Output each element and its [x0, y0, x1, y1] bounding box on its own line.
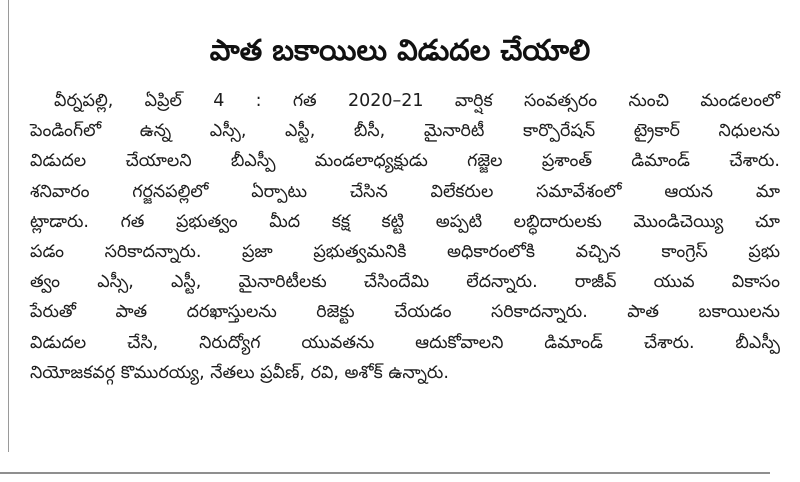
article-line: ట్లాడారు. గత ప్రభుత్వం మీద కక్ష కట్టి అప్పటి లబ్ధిదారులకు మొండిచెయ్యి చూ	[30, 211, 780, 232]
article-line: విడుదల చేయాలని బీఎస్పీ మండలాధ్యక్షుడు గజ్జెల ప్రశాంత్ డిమాండ్ చేశారు.	[30, 151, 780, 172]
column-rule-bottom	[0, 472, 770, 474]
article-headline: పాత బకాయిలు విడుదల చేయాలి	[209, 33, 591, 67]
article-line: విడుదల చేసి, నిరుద్యోగ యువతను ఆదుకోవాలని డిమాండ్ చేశారు. బీఎస్పీ	[30, 332, 780, 353]
article-line: శనివారం గర్జనపల్లిలో ఏర్పాటు చేసిన విలేకరుల సమావేశంలో ఆయన మా	[30, 181, 780, 202]
article-line: త్వం ఎస్సీ, ఎస్టీ, మైనారిటీలకు చేసిందేమి లేదన్నారు. రాజీవ్ యువ వికాసం	[30, 272, 780, 293]
article-line: పేరుతో పాత దరఖాస్తులను రిజెక్టు చేయడం సరికాదన్నారు. పాత బకాయిలను	[30, 302, 780, 323]
article-line: పడం సరికాదన్నారు. ప్రజా ప్రభుత్వమనికి అధికారంలోకి వచ్చిన కాంగ్రెస్ ప్రభు	[30, 241, 780, 262]
article-body	[30, 86, 780, 388]
article-line: పెండింగ్‌లో ఉన్న ఎస్సీ, ఎస్టీ, బీసీ, మైనారిటీ కార్పొరేషన్ ట్రైకార్ నిధులను	[30, 121, 780, 142]
article-line: వీర్నపల్లి, ఏప్రిల్ 4 : గత 2020–21 వార్షిక సంవత్సరం నుంచి మండలంలో	[54, 91, 780, 111]
article-line: నియోజకవర్గ కొమురయ్య, నేతలు ప్రవీణ్, రవి, అశోక్ ఉన్నారు.	[30, 362, 449, 383]
